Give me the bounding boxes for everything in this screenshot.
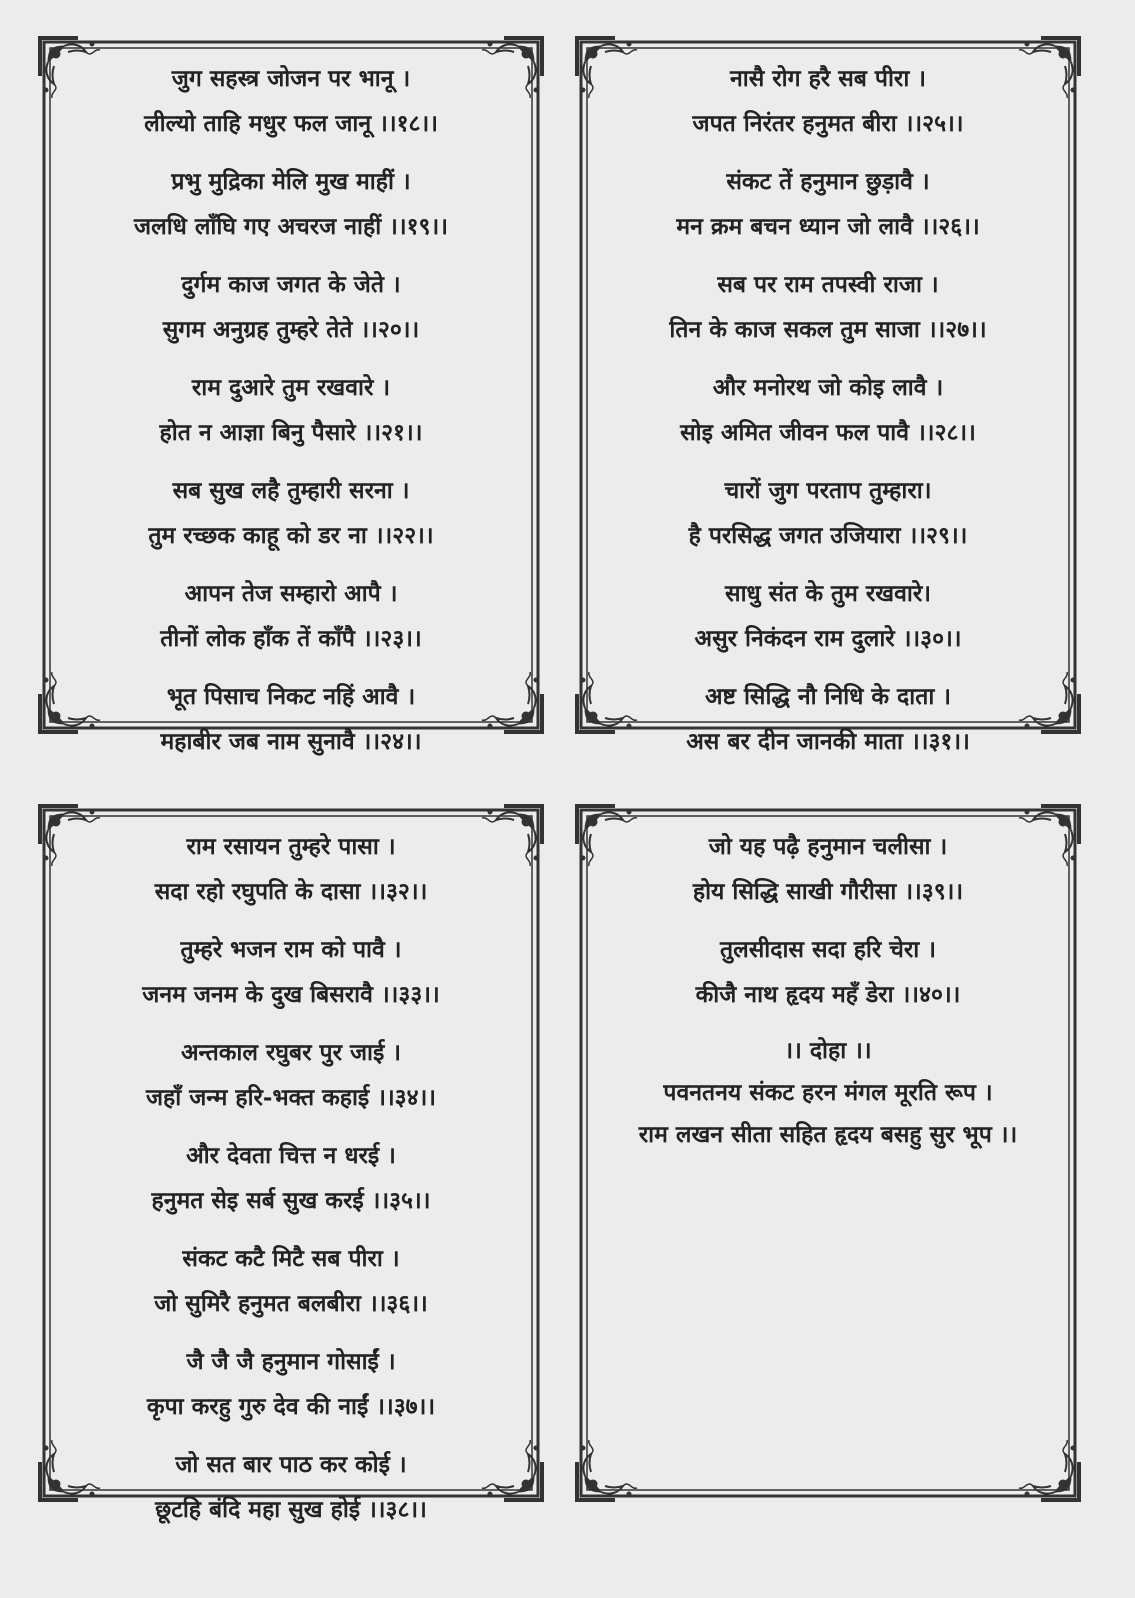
stanza <box>74 674 508 764</box>
stanza <box>611 262 1045 352</box>
stanza <box>74 571 508 661</box>
verse-line: सुगम अनुग्रह तुम्हरे तेते ।।२०।। <box>162 316 420 343</box>
doha-title: ।। दोहा ।। <box>784 1037 872 1064</box>
stanza <box>611 674 1045 764</box>
stanza <box>611 365 1045 455</box>
stanza <box>74 159 508 249</box>
stanza <box>74 824 508 914</box>
verse-line: हनुमत सेइ सर्ब सुख करई ।।३५।। <box>151 1187 431 1214</box>
verse-line: राम रसायन तुम्हरे पासा । <box>186 833 396 860</box>
verse-line: प्रभु मुद्रिका मेलि मुख माहीं । <box>171 168 411 195</box>
stanza <box>74 927 508 1017</box>
stanza <box>74 262 508 352</box>
verse-line: सोइ अमित जीवन फल पावै ।।२८।। <box>680 419 976 446</box>
doha-line: पवनतनय संकट हरन मंगल मूरति रूप । <box>663 1079 993 1106</box>
stanza <box>74 1030 508 1120</box>
verse-line: भूत पिसाच निकट नहिं आवै । <box>166 683 416 710</box>
verse-line: तुम्हरे भजन राम को पावै । <box>180 936 402 963</box>
stanza <box>74 1339 508 1429</box>
verse-line: जो सत बार पाठ कर कोई । <box>175 1451 407 1478</box>
stanza <box>74 1133 508 1223</box>
verse-line: जपत निरंतर हनुमत बीरा ।।२५।। <box>692 110 964 137</box>
verses-block <box>74 56 508 777</box>
verse-line: आपन तेज सम्हारो आपै । <box>184 580 398 607</box>
verse-line: संकट तें हनुमान छुड़ावै । <box>726 168 930 195</box>
verse-line: नासै रोग हरै सब पीरा । <box>729 65 927 92</box>
verse-line: दुर्गम काज जगत के जेते । <box>181 271 401 298</box>
verse-line: अस बर दीन जानकी माता ।।३१।। <box>686 728 970 755</box>
verse-line: मन क्रम बचन ध्यान जो लावै ।।२६।। <box>676 213 980 240</box>
verse-line: सब पर राम तपस्वी राजा । <box>717 271 939 298</box>
verse-line: जनम जनम के दुख बिसरावै ।।३३।। <box>142 981 440 1008</box>
stanza <box>611 159 1045 249</box>
verse-line: जो यह पढ़ै हनुमान चलीसा । <box>708 833 948 860</box>
stanza <box>74 1236 508 1326</box>
verse-line: होय सिद्धि साखी गौरीसा ।।३९।। <box>692 878 964 905</box>
stanza <box>611 927 1045 1017</box>
verse-line: जो सुमिरै हनुमत बलबीरा ।।३६।। <box>154 1290 428 1317</box>
doha-section <box>611 1030 1045 1156</box>
verse-line: जलधि लाँघि गए अचरज नाहीं ।।१९।। <box>134 213 448 240</box>
verse-line: राम दुआरे तुम रखवारे । <box>191 374 391 401</box>
stanza <box>74 365 508 455</box>
verse-line: तिन के काज सकल तुम साजा ।।२७।। <box>669 316 987 343</box>
verse-line: संकट कटै मिटै सब पीरा । <box>182 1245 400 1272</box>
verse-line: अष्ट सिद्धि नौ निधि के दाता । <box>704 683 952 710</box>
stanza <box>611 468 1045 558</box>
verse-line: कीजै नाथ हृदय महँ डेरा ।।४०।। <box>695 981 961 1008</box>
doha-line: राम लखन सीता सहित हृदय बसहु सुर भूप ।। <box>638 1121 1018 1148</box>
verse-card-1 <box>34 32 548 755</box>
verses-block <box>74 824 508 1545</box>
verse-line: महाबीर जब नाम सुनावै ।।२४।। <box>160 728 422 755</box>
stanza <box>611 824 1045 914</box>
verse-line: तीनों लोक हाँक तें काँपै ।।२३।। <box>160 625 422 652</box>
verse-line: होत न आज्ञा बिनु पैसारे ।।२१।। <box>159 419 423 446</box>
verse-card-4 <box>571 800 1085 1506</box>
stanza <box>74 56 508 146</box>
verse-line: है परसिद्ध जगत उजियारा ।।२९।। <box>688 522 968 549</box>
verses-block <box>611 56 1045 777</box>
verse-line: चारों जुग परताप तुम्हारा। <box>724 477 932 504</box>
verse-line: छूटहि बंदि महा सुख होई ।।३८।। <box>155 1496 427 1523</box>
verse-line: सब सुख लहै तुम्हारी सरना । <box>172 477 410 504</box>
verse-card-2 <box>571 32 1085 755</box>
verse-line: सदा रहो रघुपति के दासा ।।३२।। <box>154 878 428 905</box>
verse-line: जै जै जै हनुमान गोसाईं । <box>186 1348 396 1375</box>
verse-line: और मनोरथ जो कोइ लावै । <box>712 374 944 401</box>
verse-line: लील्यो ताहि मधुर फल जानू ।।१८।। <box>144 110 438 137</box>
verse-line: साधु संत के तुम रखवारे। <box>725 580 931 607</box>
verse-line: अन्तकाल रघुबर पुर जाई । <box>180 1039 402 1066</box>
stanza <box>74 468 508 558</box>
stanza <box>74 1442 508 1532</box>
verse-card-3 <box>34 800 548 1523</box>
verse-line: तुम रच्छक काहू को डर ना ।।२२।। <box>148 522 434 549</box>
verse-line: असुर निकंदन राम दुलारे ।।३०।। <box>694 625 962 652</box>
verse-line: जहाँ जन्म हरि-भक्त कहाई ।।३४।। <box>145 1084 437 1111</box>
stanza <box>611 56 1045 146</box>
stanza <box>611 571 1045 661</box>
verse-line: कृपा करहु गुरु देव की नाईं ।।३७।। <box>146 1393 436 1420</box>
verse-line: और देवता चित्त न धरई । <box>186 1142 396 1169</box>
verse-line: तुलसीदास सदा हरि चेरा । <box>720 936 936 963</box>
verse-line: जुग सहस्त्र जोजन पर भानू । <box>171 65 411 92</box>
verses-block <box>611 824 1045 1169</box>
